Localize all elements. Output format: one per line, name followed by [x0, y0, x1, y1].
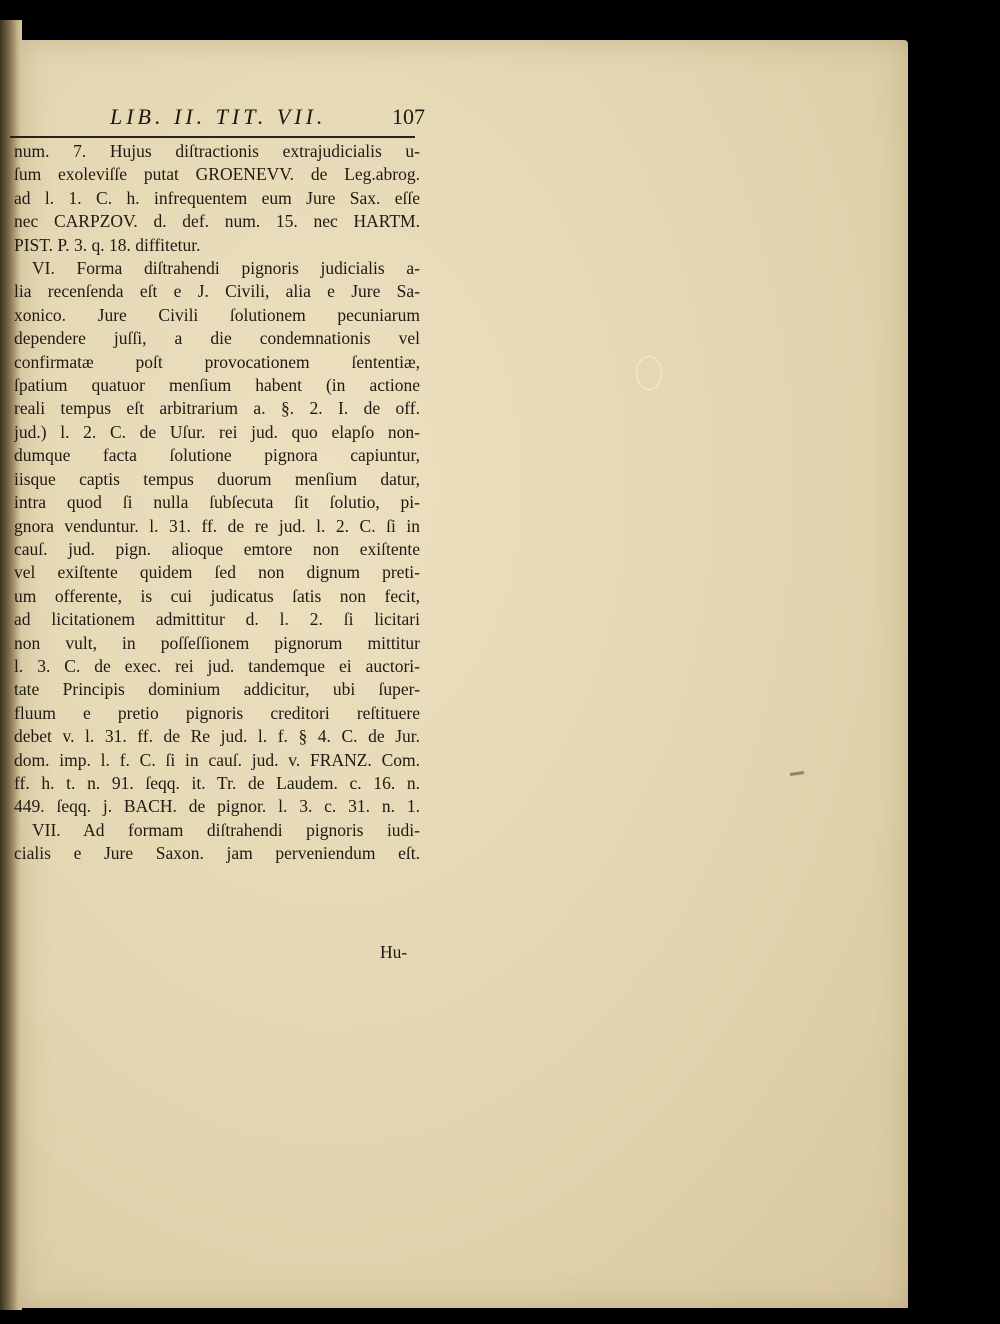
text-line: dom. imp. l. f. C. ſi in cauſ. jud. v. FRANZ. Com. [14, 749, 420, 770]
text-line: jud.) l. 2. C. de Uſur. rei jud. quo elapſo non- [14, 421, 420, 442]
text-line: gnora venduntur. l. 31. ff. de re jud. l. 2. C. ſi in [14, 515, 420, 536]
text-line: PIST. P. 3. q. 18. diffitetur. [14, 234, 201, 255]
text-line: ff. h. t. n. 91. ſeqq. it. Tr. de Laudem. c. 16. n. [14, 772, 420, 793]
text-line: xonico. Jure Civili ſolutionem pecuniarum [14, 304, 420, 325]
page-header [10, 104, 425, 134]
text-line: tate Principis dominium addicitur, ubi ſuper- [14, 679, 420, 700]
text-line: ſpatium quatuor menſium habent (in actione [14, 375, 420, 396]
text-line: iisque captis tempus duorum menſium datur, [14, 468, 420, 489]
text-line: nec CARPZOV. d. def. num. 15. nec HARTM. [14, 211, 420, 232]
text-line: fluum e pretio pignoris creditori reſtituere [14, 702, 420, 723]
page-number: 107 [392, 104, 425, 129]
text-line: ad l. 1. C. h. infrequentem eum Jure Sax. eſſe [14, 187, 420, 208]
text-line: cialis e Jure Saxon. jam perveniendum eſt. [14, 843, 420, 864]
catchword: Hu- [380, 942, 408, 962]
text-line: lia recenſenda eſt e J. Civili, alia e Jure Sa- [14, 281, 420, 302]
text-line: dependere juſſi, a die condemnationis vel [14, 328, 420, 349]
text-line: num. 7. Hujus diſtractionis extrajudicialis u- [14, 141, 420, 161]
running-title: LIB. II. TIT. VII. [110, 104, 327, 129]
text-line: VI. Forma diſtrahendi pignoris judicialis a- [32, 258, 420, 279]
text-line: ſum exoleviſſe putat GROENEVV. de Leg.abrog. [14, 164, 420, 185]
text-line: cauſ. jud. pign. alioque emtore non exiſtente [14, 538, 420, 559]
text-line: vel exiſtente quidem ſed non dignum preti- [14, 562, 420, 583]
body-text [14, 140, 420, 866]
text-line: l. 3. C. de exec. rei jud. tandemque ei auctori- [14, 655, 420, 676]
header-rule [10, 136, 415, 138]
paper-blemish-mark [636, 356, 662, 390]
text-line: debet v. l. 31. ff. de Re jud. l. f. § 4. C. de Jur. [14, 726, 420, 747]
text-line: VII. Ad formam diſtrahendi pignoris iudi- [32, 819, 420, 840]
text-line: um offerente, is cui judicatus ſatis non fecit, [14, 585, 420, 606]
text-line: dumque facta ſolutione pignora capiuntur, [14, 445, 420, 466]
text-line: reali tempus eſt arbitrarium a. §. 2. I. de off. [14, 398, 420, 419]
text-line: intra quod ſi nulla ſubſecuta ſit ſolutio, pi- [14, 492, 420, 513]
text-line: confirmatæ poſt provocationem ſententiæ, [14, 351, 420, 372]
text-line: non vult, in poſſeſſionem pignorum mittitur [14, 632, 420, 653]
text-line: 449. ſeqq. j. BACH. de pignor. l. 3. c. 31. n. 1. [14, 796, 420, 817]
text-line: ad licitationem admittitur d. l. 2. ſi licitari [14, 609, 420, 630]
